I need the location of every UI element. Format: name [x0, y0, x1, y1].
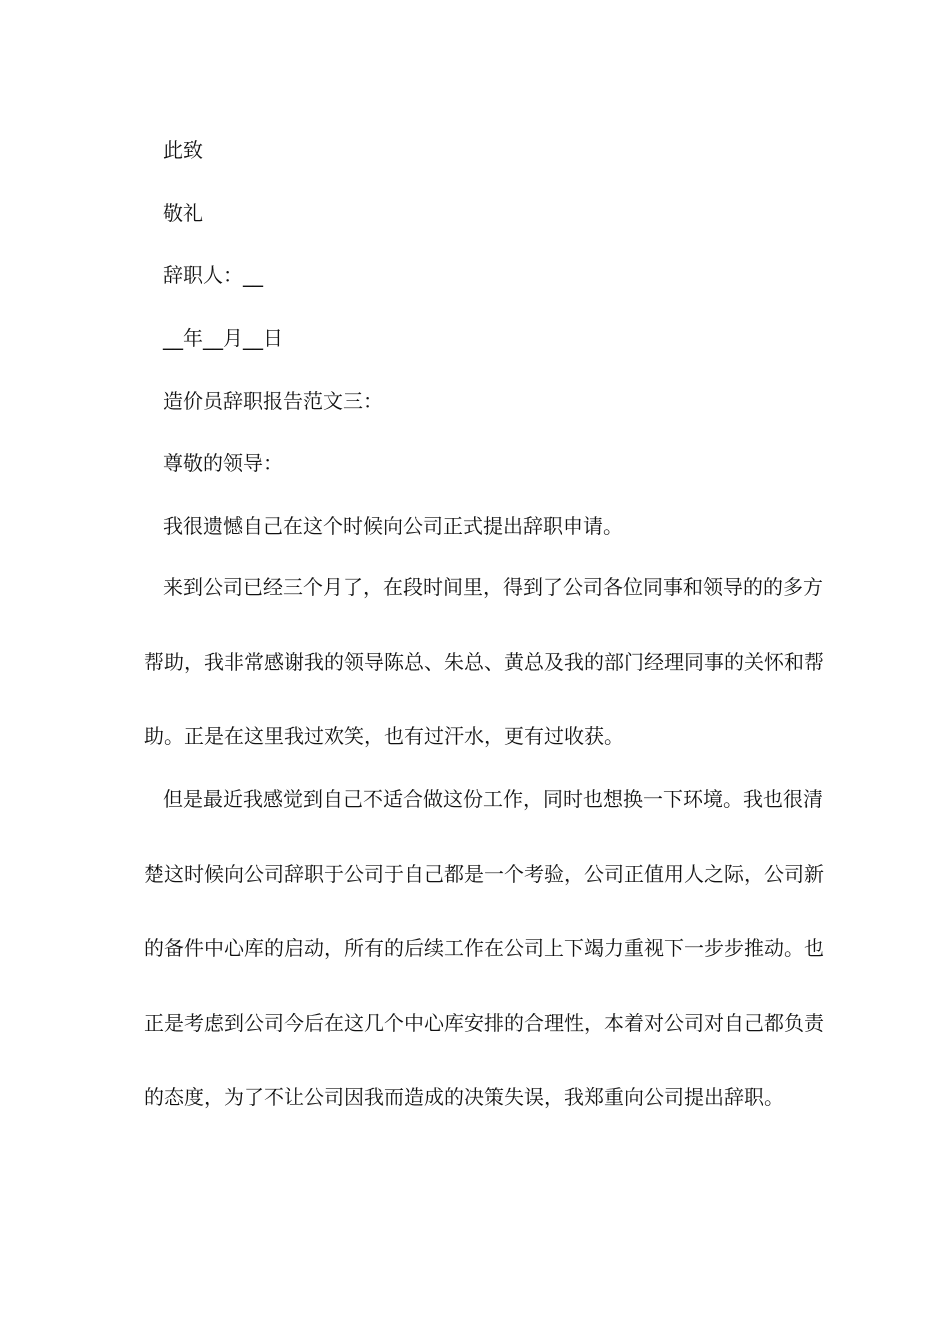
signer-line: 辞职人：__ [163, 263, 263, 287]
paragraph-2-line-3: 助。正是在这里我过欢笑，也有过汗水，更有过收获。 [144, 724, 624, 748]
date-line: __年__月__日 [163, 326, 283, 350]
paragraph-3-line-5: 的态度，为了不让公司因我而造成的决策失误，我郑重向公司提出辞职。 [144, 1085, 784, 1109]
salutation: 尊敬的领导： [163, 451, 283, 475]
paragraph-2-line-2: 帮助，我非常感谢我的领导陈总、朱总、黄总及我的部门经理同事的关怀和帮 [144, 650, 824, 674]
closing-line-1: 此致 [163, 138, 203, 162]
section-title: 造价员辞职报告范文三： [163, 389, 383, 413]
paragraph-3-line-1: 但是最近我感觉到自己不适合做这份工作，同时也想换一下环境。我也很清 [163, 787, 823, 811]
paragraph-3-line-4: 正是考虑到公司今后在这几个中心库安排的合理性，本着对公司对自己都负责 [144, 1011, 824, 1035]
paragraph-3-line-3: 的备件中心库的启动，所有的后续工作在公司上下竭力重视下一步步推动。也 [144, 936, 824, 960]
paragraph-3-line-2: 楚这时候向公司辞职于公司于自己都是一个考验，公司正值用人之际，公司新 [144, 862, 824, 886]
closing-line-2: 敬礼 [163, 201, 203, 225]
paragraph-1: 我很遗憾自己在这个时候向公司正式提出辞职申请。 [163, 514, 623, 538]
paragraph-2-line-1: 来到公司已经三个月了，在段时间里，得到了公司各位同事和领导的的多方 [163, 575, 823, 599]
